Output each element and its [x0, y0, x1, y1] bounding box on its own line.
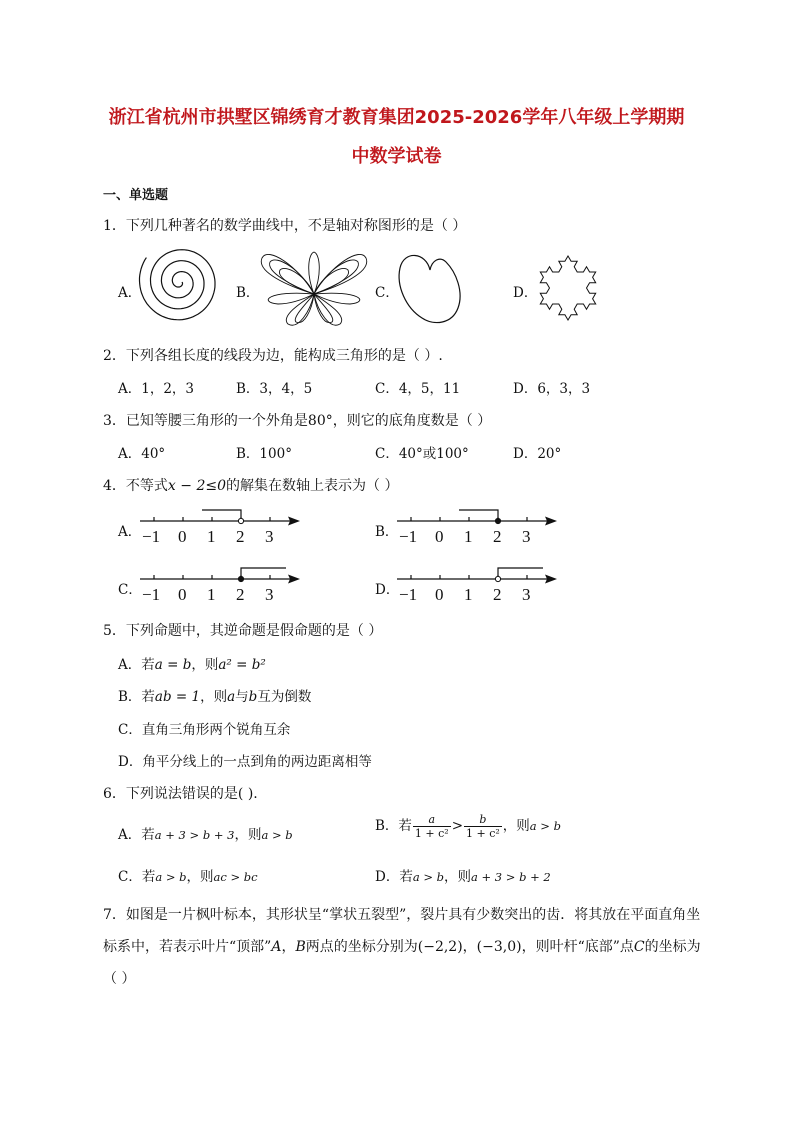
open-endpoint — [495, 576, 500, 581]
q5-option-b — [118, 685, 311, 705]
q3-option-a: A．40° — [118, 446, 166, 462]
solution-ray — [241, 568, 286, 579]
q7-point-a: A — [271, 939, 282, 955]
q6b-gt: > — [451, 818, 464, 834]
tick-label: 0 — [178, 527, 187, 546]
tick-label: 0 — [178, 585, 187, 604]
open-endpoint — [238, 518, 243, 523]
q6d-math2: a + 3 > b + 2 — [471, 870, 551, 884]
q7-text1: 标系中，若表示叶片“顶部” — [103, 939, 272, 955]
question-7-line3: （ ） — [103, 971, 136, 987]
q6c-math1: a > b — [155, 870, 187, 884]
q3-stem-start: 3．已知等腰三角形的一个外角是 — [103, 413, 308, 429]
q3-option-c: C．40°或100° — [375, 446, 469, 462]
tick-label: 1 — [464, 527, 473, 546]
q4-stem-start: 4．不等式 — [103, 478, 168, 494]
q7-sep: ， — [462, 939, 477, 955]
q3-option-b: B．100° — [236, 446, 292, 462]
q6b-num1: a — [413, 813, 451, 827]
q3-stem-end: ，则它的底角度数是（ ） — [332, 413, 492, 429]
q2-option-d: D．6，3，3 — [513, 381, 591, 397]
spiral-figure — [140, 246, 218, 326]
question-5-stem: 5．下列命题中，其逆命题是假命题的是（ ） — [103, 623, 383, 639]
number-line-b — [397, 502, 562, 546]
q6c-text2: ，则 — [186, 869, 214, 885]
q7-point-c: C — [633, 939, 645, 955]
tick-label: 3 — [265, 527, 274, 546]
q5-option-d: D．角平分线上的一点到角的两边距离相等 — [118, 754, 372, 770]
filled-endpoint — [495, 518, 500, 523]
q6b-num2: b — [464, 813, 502, 827]
q1-option-c-label: C． — [375, 285, 399, 301]
q5a-math2: a² = b² — [218, 657, 266, 673]
tick-label: 0 — [435, 585, 444, 604]
q7-text2: 两点的坐标分别为 — [305, 939, 418, 955]
q7-coord-b: (−3,0) — [476, 939, 522, 955]
filled-endpoint — [238, 576, 243, 581]
q6b-math2: a > b — [529, 819, 561, 833]
q5a-text2: ，则 — [191, 657, 219, 673]
q6c-text1: C．若 — [118, 869, 156, 885]
q6a-math2: a > b — [261, 828, 293, 842]
tick-label: 3 — [522, 527, 531, 546]
question-6-stem: 6．下列说法错误的是( ). — [103, 786, 258, 802]
number-line-a — [140, 502, 305, 546]
tick-label: −1 — [399, 527, 418, 546]
q5-option-a — [118, 653, 266, 673]
number-line-d — [397, 560, 562, 604]
cardioid-figure — [396, 248, 464, 326]
q4-option-d-label: D． — [375, 582, 400, 598]
q7-point-b: B — [295, 939, 306, 955]
question-4-stem — [103, 475, 398, 495]
butterfly-curve-figure — [258, 246, 370, 328]
q4-stem-end: 的解集在数轴上表示为（ ） — [226, 478, 399, 494]
q6b-fraction-2 — [464, 813, 502, 840]
tick-label: 3 — [522, 585, 531, 604]
q6b-den1: 1 + c² — [414, 827, 449, 840]
q6b-text2: ，则 — [502, 818, 530, 834]
q5b-math2: a — [227, 689, 236, 705]
tick-label: 2 — [493, 585, 502, 604]
q1-option-a-label: A． — [118, 285, 142, 301]
q6-option-d — [375, 865, 551, 885]
koch-snowflake-figure — [530, 250, 606, 324]
q4-option-b-label: B． — [375, 524, 399, 540]
q5b-text3: 与 — [235, 689, 249, 705]
q6b-fraction-1 — [413, 813, 451, 840]
q4-option-a-label: A． — [118, 524, 142, 540]
q6c-math2: ac > bc — [213, 870, 258, 884]
q3-option-d: D．20° — [513, 446, 562, 462]
q6a-math1: a + 3 > b + 3 — [154, 828, 235, 842]
q7-text4: 的坐标为 — [644, 939, 701, 955]
q4-option-c-label: C． — [118, 582, 142, 598]
q5-option-c: C．直角三角形两个锐角互余 — [118, 722, 291, 738]
tick-label: 2 — [493, 527, 502, 546]
question-1-stem: 1．下列几种著名的数学曲线中，不是轴对称图形的是（ ） — [103, 218, 467, 234]
q6d-text1: D．若 — [375, 869, 413, 885]
tick-label: 2 — [236, 585, 245, 604]
q5b-text2: ，则 — [200, 689, 228, 705]
solution-ray — [459, 510, 498, 521]
q6d-math1: a > b — [412, 870, 444, 884]
q6d-text2: ，则 — [444, 869, 471, 885]
q5a-text1: A．若 — [118, 657, 155, 673]
solution-ray — [202, 510, 241, 521]
tick-label: 2 — [236, 527, 245, 546]
question-2-stem: 2．下列各组长度的线段为边，能构成三角形的是（ ）. — [103, 348, 443, 364]
tick-label: 3 — [265, 585, 274, 604]
q5b-math3: b — [248, 689, 258, 705]
tick-label: −1 — [142, 527, 161, 546]
q7-comma: ， — [281, 939, 296, 955]
page-title-line2: 中数学试卷 — [351, 146, 442, 167]
tick-label: 1 — [464, 585, 473, 604]
section-heading: 一、单选题 — [103, 188, 169, 203]
question-7-line2 — [103, 936, 701, 956]
q2-option-c: C．4，5，11 — [375, 381, 461, 397]
q6a-text1: A．若 — [118, 827, 155, 843]
number-line-c — [140, 560, 305, 604]
q6-option-c — [118, 865, 258, 885]
q2-option-a: A．1，2，3 — [118, 381, 195, 397]
q2-option-b: B．3，4，5 — [236, 381, 313, 397]
tick-label: 0 — [435, 527, 444, 546]
q6b-text1: B．若 — [375, 818, 412, 834]
q6a-text2: ，则 — [234, 827, 262, 843]
q5b-math1: ab = 1 — [154, 689, 201, 705]
tick-label: −1 — [142, 585, 161, 604]
q6-option-b — [375, 813, 561, 840]
q5b-text4: 互为倒数 — [257, 689, 312, 705]
solution-ray — [498, 568, 543, 579]
q6-option-a — [118, 823, 293, 843]
q1-option-b-label: B． — [236, 285, 260, 301]
page-title: 浙江省杭州市拱墅区锦绣育才教育集团2025-2026学年八年级上学期期 — [108, 107, 685, 128]
question-3-stem — [103, 410, 491, 430]
q5b-text1: B．若 — [118, 689, 155, 705]
tick-label: −1 — [399, 585, 418, 604]
q7-coord-a: (−2,2) — [417, 939, 463, 955]
q6b-den2: 1 + c² — [466, 827, 500, 840]
q5a-math1: a = b — [154, 657, 192, 673]
q3-angle-value: 80° — [307, 413, 333, 429]
tick-label: 1 — [207, 527, 216, 546]
q7-text3: ，则叶杆“底部”点 — [521, 939, 634, 955]
q1-option-d-label: D． — [513, 285, 538, 301]
tick-label: 1 — [207, 585, 216, 604]
question-7-line1: 7．如图是一片枫叶标本，其形状呈“掌状五裂型”，裂片具有少数突出的齿．将其放在平面直角坐 — [103, 907, 701, 923]
q4-inequality: x − 2≤0 — [167, 478, 226, 494]
